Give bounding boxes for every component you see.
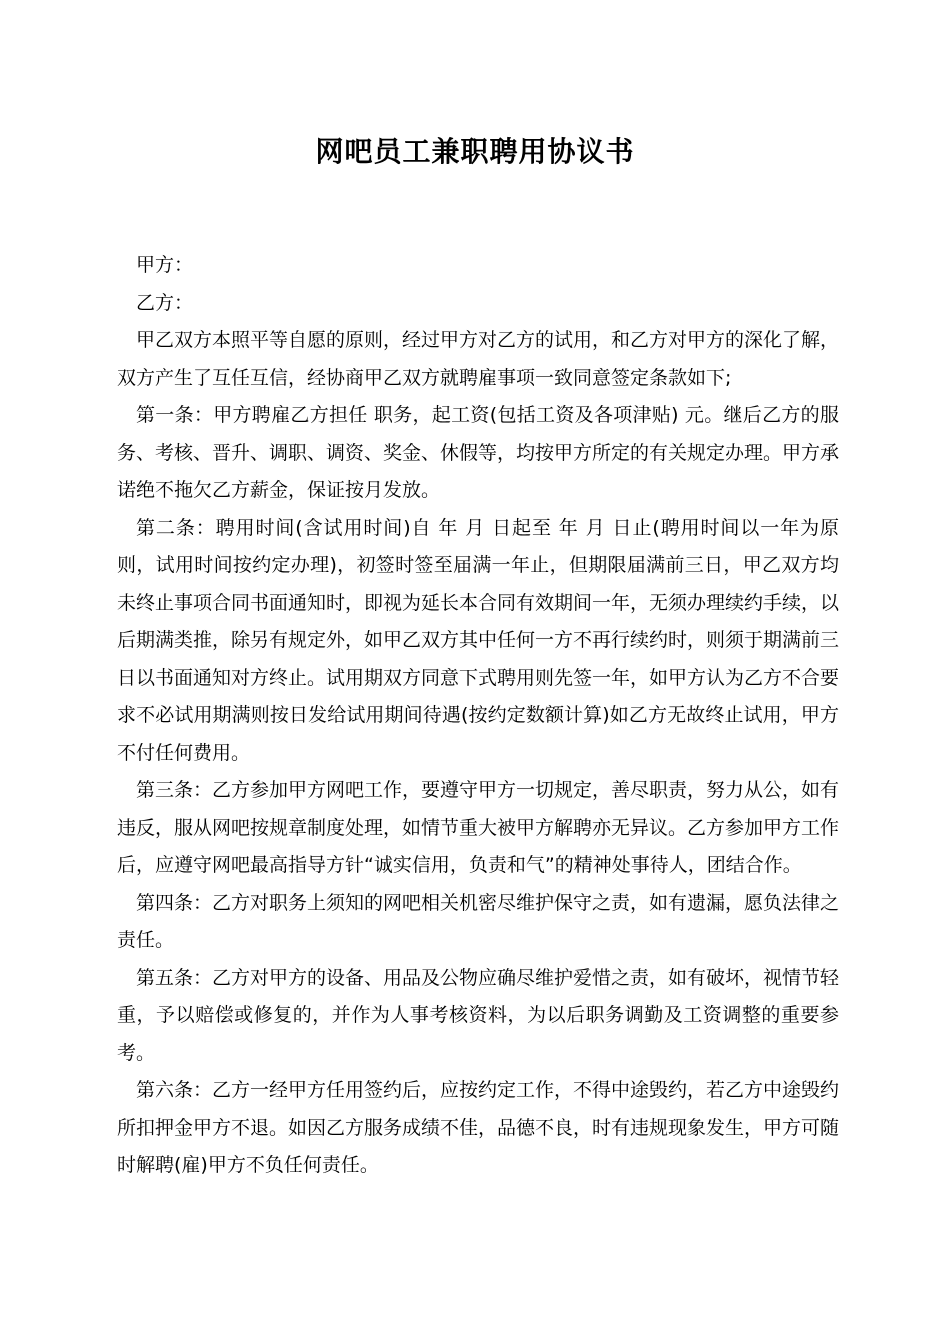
- article-3-paragraph: 第三条：乙方参加甲方网吧工作，要遵守甲方一切规定，善尽职责，努力从公，如有违反，服从网吧按规章制度处理，如情节重大被甲方解聘亦无异议。乙方参加甲方工作后，应遵守网吧最高指导方针“诚实信用，负责和气”的精神处事待人，团结合作。: [117, 779, 840, 876]
- article-6-paragraph: 第六条：乙方一经甲方任用签约后，应按约定工作，不得中途毁约，若乙方中途毁约所扣押金甲方不退。如因乙方服务成绩不佳，品德不良，时有违规现象发生，甲方可随时解聘(雇)甲方不负任何责任。: [117, 1079, 840, 1176]
- article-2-paragraph: 第二条：聘用时间(含试用时间)自 年 月 日起至 年 月 日止(聘用时间以一年为原则，试用时间按约定办理)，初签时签至届满一年止，但期限届满前三日，甲乙双方均未终止事项合同书面通知时，即视为延长本合同有效期间一年，无须办理续约手续，以后期满类推，除另有规定外，如甲乙双方其中任何一方不再行续约时，则须于期满前三日以书面通知对方终止。试用期双方同意下式聘用则先签一年，如甲方认为乙方不合要求不必试用期满则按日发给试用期间待遇(按约定数额计算)如乙方无故终止试用，甲方不付任何费用。: [117, 516, 840, 764]
- article-1-paragraph: 第一条：甲方聘雇乙方担任 职务，起工资(包括工资及各项津贴) 元。继后乙方的服务、考核、晋升、调职、调资、奖金、休假等，均按甲方所定的有关规定办理。甲方承诺绝不拖欠乙方薪金，保证按月发放。: [117, 404, 840, 501]
- party-b-line: 乙方：: [136, 291, 194, 314]
- document-title: 网吧员工兼职聘用协议书: [315, 135, 635, 168]
- article-4-paragraph: 第四条：乙方对职务上须知的网吧相关机密尽维护保守之责，如有遗漏，愿负法律之责任。: [117, 891, 840, 951]
- article-5-paragraph: 第五条：乙方对甲方的设备、用品及公物应确尽维护爱惜之责，如有破坏，视情节轻重，予以赔偿或修复的，并作为人事考核资料，为以后职务调勤及工资调整的重要参考。: [117, 966, 840, 1064]
- party-a-line: 甲方：: [136, 254, 194, 276]
- preamble-paragraph: 甲乙双方本照平等自愿的原则，经过甲方对乙方的试用，和乙方对甲方的深化了解，双方产生了互任互信，经协商甲乙双方就聘雇事项一致同意签定条款如下;: [117, 329, 840, 389]
- document-body: [117, 247, 839, 1185]
